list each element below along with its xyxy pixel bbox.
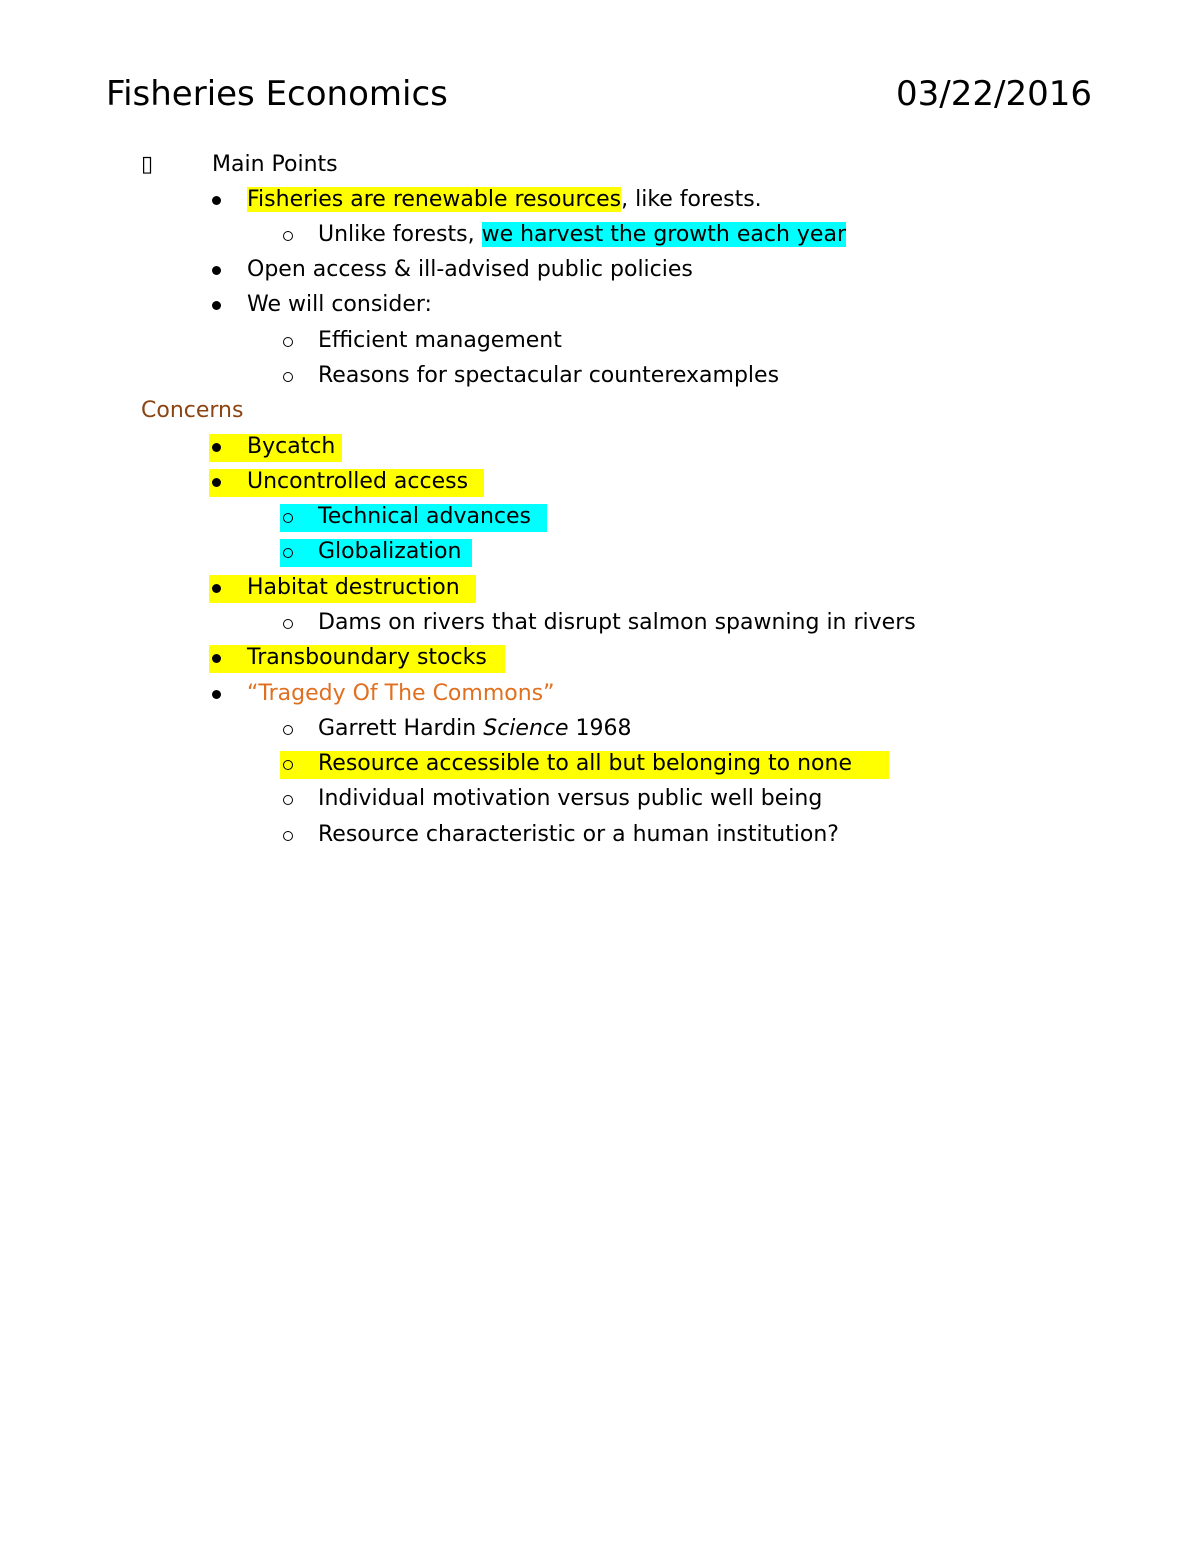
list-item	[247, 185, 762, 215]
list-item: Resource characteristic or a human institution?	[318, 822, 839, 847]
bullet-dot-icon	[212, 690, 221, 699]
bullet-circle-icon	[283, 513, 293, 523]
bullet-circle-icon	[283, 337, 293, 347]
list-item: Resource accessible to all but belonging to none	[318, 751, 852, 776]
journal-name: Science	[483, 716, 569, 741]
bullet-circle-icon	[283, 760, 293, 770]
bullet-dot-icon	[212, 301, 221, 310]
bullet-dot-icon	[212, 266, 221, 275]
bullet-circle-icon	[283, 725, 293, 735]
bullet-circle-icon	[283, 831, 293, 841]
bullet-dot-icon	[212, 654, 221, 663]
list-item: Individual motivation versus public well being	[318, 786, 823, 811]
list-item: Dams on rivers that disrupt salmon spawning in rivers	[318, 610, 916, 635]
highlighted-text: Fisheries are renewable resources	[247, 187, 622, 212]
main-points-heading: Main Points	[212, 152, 338, 177]
bullet-circle-icon	[283, 619, 293, 629]
bullet-dot-icon	[212, 478, 221, 487]
list-item: Globalization	[318, 539, 462, 564]
list-item: Transboundary stocks	[247, 645, 487, 670]
bullet-circle-icon	[283, 795, 293, 805]
list-item: Reasons for spectacular counterexamples	[318, 363, 780, 388]
bullet-circle-icon	[283, 231, 293, 241]
bullet-circle-icon	[283, 372, 293, 382]
bullet-dot-icon	[212, 584, 221, 593]
document-date: 03/22/2016	[896, 74, 1092, 114]
bullet-dot-icon	[212, 443, 221, 452]
bullet-circle-icon	[283, 548, 293, 558]
list-item: Efficient management	[318, 328, 562, 353]
list-item: Habitat destruction	[247, 575, 460, 600]
list-item: “Tragedy Of The Commons”	[247, 681, 555, 706]
highlighted-text: we harvest the growth each year	[481, 222, 846, 247]
bullet-dot-icon	[212, 196, 221, 205]
list-item: Technical advances	[318, 504, 531, 529]
document-title: Fisheries Economics	[106, 74, 448, 114]
item-text: , like forests.	[621, 187, 762, 212]
list-item: Uncontrolled access	[247, 469, 469, 494]
item-text: 1968	[568, 716, 632, 741]
list-item	[318, 220, 846, 250]
list-item: Open access & ill-advised public policies	[247, 257, 693, 282]
list-item	[318, 714, 632, 744]
list-item: Bycatch	[247, 434, 336, 459]
item-text: Garrett Hardin	[318, 716, 484, 741]
list-item: We will consider:	[247, 292, 432, 317]
symbol-glyph-icon: ▯	[141, 152, 154, 177]
concerns-heading: Concerns	[141, 398, 244, 423]
item-text: Unlike forests,	[318, 222, 482, 247]
